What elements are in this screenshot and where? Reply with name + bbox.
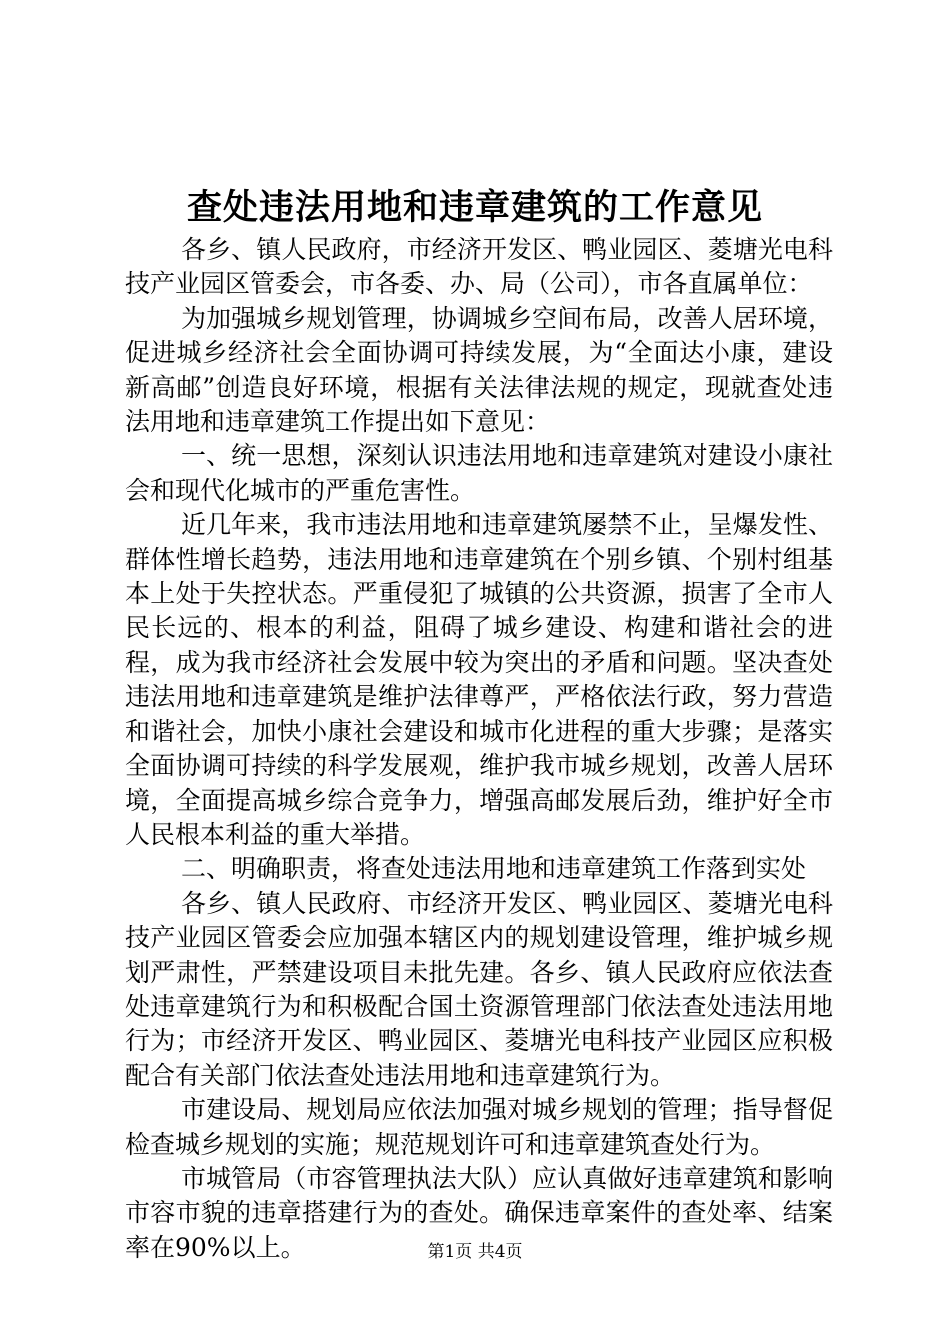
paragraph-town-duties: 各乡、镇人民政府、市经济开发区、鸭业园区、菱塘光电科技产业园区管委会应加强本辖区内的规划建设管理，维护城乡规划严肃性，严禁建设项目未批先建。各乡、镇人民政府应依法查处违章建筑行为和积极配合国土资源管理部门依法查处违法用地行为；市经济开发区、鸭业园区、菱塘光电科技产业园区应积极配合有关部门依法查处违法用地和违章建筑行为。 xyxy=(125,888,833,1090)
document-body xyxy=(125,233,833,1265)
paragraph-intro: 为加强城乡规划管理，协调城乡空间布局，改善人居环境，促进城乡经济社会全面协调可持续发展，为“全面达小康，建设新高邮”创造良好环境，根据有关法律法规的规定，现就查处违法用地和违章建筑工作提出如下意见： xyxy=(125,303,833,437)
paragraph-urban-management-duties: 市城管局（市容管理执法大队）应认真做好违章建筑和影响市容市貌的违章搭建行为的查处。确保违章案件的查处率、结案率在90%以上。 xyxy=(125,1163,833,1262)
paragraph-addressees: 各乡、镇人民政府，市经济开发区、鸭业园区、菱塘光电科技产业园区管委会，市各委、办、局（公司），市各直属单位： xyxy=(125,235,833,299)
section-heading-1: 一、统一思想，深刻认识违法用地和违章建筑对建设小康社会和现代化城市的严重危害性。 xyxy=(125,441,833,505)
section-heading-2: 二、明确职责，将查处违法用地和违章建筑工作落到实处 xyxy=(181,854,807,884)
paragraph-planning-duties: 市建设局、规划局应依法加强对城乡规划的管理；指导督促检查城乡规划的实施；规范规划许可和违章建筑查处行为。 xyxy=(125,1095,833,1159)
document-title: 查处违法用地和违章建筑的工作意见 xyxy=(186,187,763,228)
paragraph-background: 近几年来，我市违法用地和违章建筑屡禁不止，呈爆发性、群体性增长趋势，违法用地和违章建筑在个别乡镇、个别村组基本上处于失控状态。严重侵犯了城镇的公共资源，损害了全市人民长远的、根本的利益，阻碍了城乡建设、构建和谐社会的进程，成为我市经济社会发展中较为突出的矛盾和问题。坚决查处违法用地和违章建筑是维护法律尊严，严格依法行政，努力营造和谐社会，加快小康社会建设和城市化进程的重大步骤；是落实全面协调可持续的科学发展观，维护我市城乡规划，改善人居环境，全面提高城乡综合竞争力，增强高邮发展后劲，维护好全市人民根本利益的重大举措。 xyxy=(125,510,833,849)
page-number-footer: 第1页 共4页 xyxy=(427,1242,523,1262)
